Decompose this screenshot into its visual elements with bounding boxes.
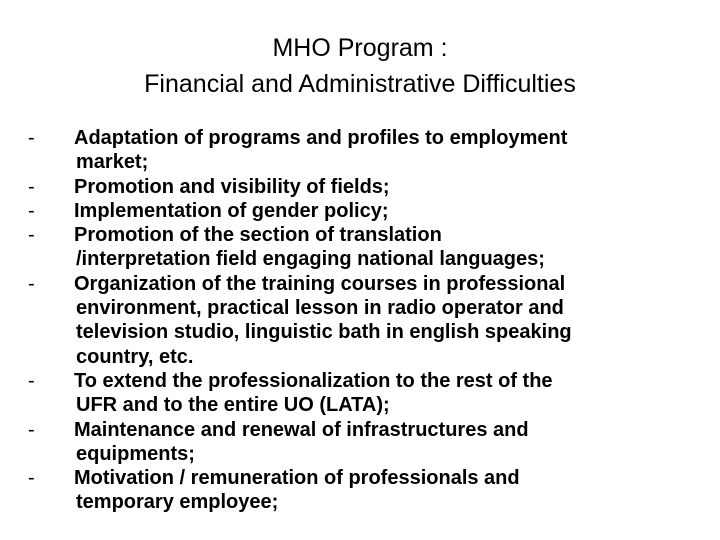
bullet-text-line: Organization of the training courses in professional — [74, 272, 566, 295]
bullet-list — [28, 126, 700, 515]
bullet-dash: - — [28, 199, 35, 222]
bullet-text-line: UFR and to the entire UO (LATA); — [76, 394, 390, 417]
bullet-text-line: temporary employee; — [76, 491, 279, 514]
slide-title — [0, 30, 720, 102]
bullet-dash: - — [28, 175, 35, 198]
bullet-item — [28, 369, 700, 418]
bullet-item — [28, 418, 700, 467]
bullet-dash: - — [28, 224, 35, 247]
bullet-text-line: Promotion and visibility of fields; — [74, 175, 390, 198]
bullet-text-line: Adaptation of programs and profiles to employment — [74, 127, 568, 149]
bullet-item — [28, 272, 700, 369]
bullet-text-line: television studio, linguistic bath in english speaking — [76, 321, 572, 344]
bullet-text-line: /interpretation field engaging national languages; — [76, 248, 545, 271]
bullet-item — [28, 466, 700, 515]
bullet-dash: - — [28, 467, 35, 490]
bullet-text-line: Maintenance and renewal of infrastructures and — [74, 418, 529, 441]
bullet-dash: - — [28, 272, 35, 295]
bullet-text-line: equipments; — [76, 442, 195, 465]
bullet-text-line: Motivation / remuneration of professionals and — [74, 467, 520, 490]
bullet-text-line: market; — [76, 151, 149, 174]
bullet-text-line: environment, practical lesson in radio operator and — [76, 297, 564, 320]
bullet-item — [28, 175, 700, 199]
bullet-dash: - — [28, 127, 35, 149]
bullet-dash: - — [28, 418, 35, 441]
bullet-item — [28, 199, 700, 223]
title-line-1: MHO Program : — [272, 34, 448, 62]
bullet-text-line: country, etc. — [76, 345, 194, 368]
bullet-item — [28, 126, 700, 175]
bullet-dash: - — [28, 369, 35, 392]
bullet-text-line: Implementation of gender policy; — [74, 199, 389, 222]
title-line-2: Financial and Administrative Difficulties — [144, 70, 576, 98]
bullet-text-line: Promotion of the section of translation — [74, 224, 442, 247]
bullet-item — [28, 223, 700, 272]
bullet-text-line: To extend the professionalization to the rest of the — [74, 369, 553, 392]
